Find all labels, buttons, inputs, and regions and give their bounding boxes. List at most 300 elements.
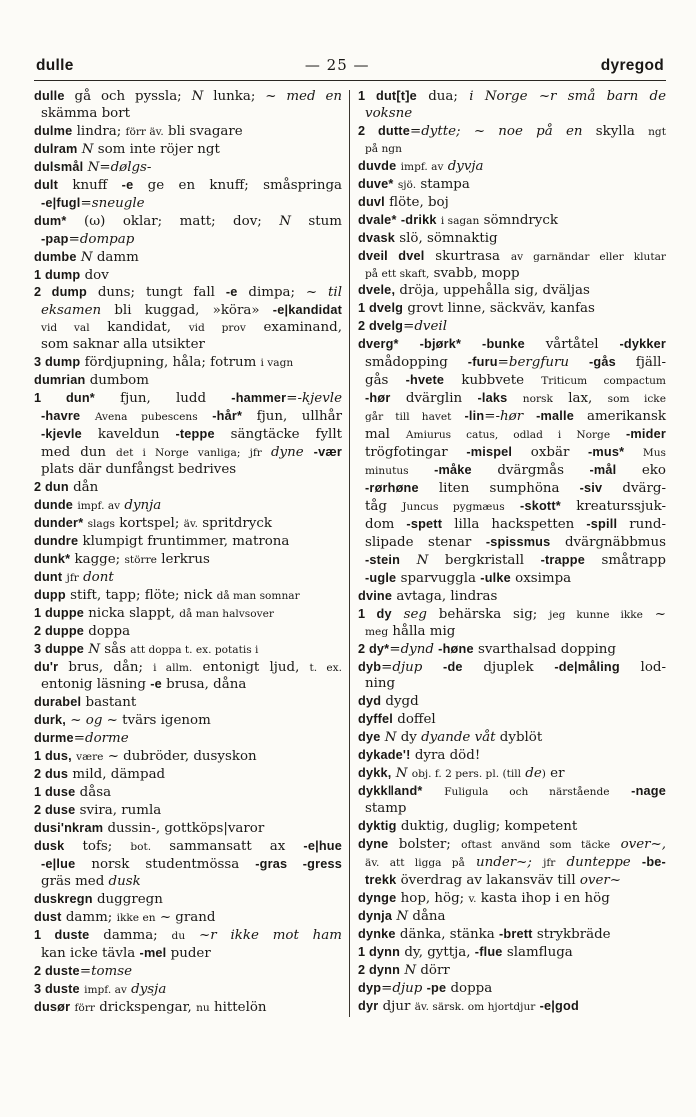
text-line [34, 641, 342, 659]
text-line [34, 195, 342, 213]
headword: dunder* [34, 515, 84, 530]
text-line [34, 909, 342, 927]
text-segment: dont [83, 569, 114, 585]
text-line [34, 605, 342, 623]
headword: 2 dus [34, 767, 69, 782]
text-line [358, 480, 666, 498]
text-segment: duktig, duglig; kompetent [396, 819, 578, 835]
text-line [358, 659, 666, 677]
text-segment: tåg [365, 498, 403, 514]
text-line [34, 551, 342, 569]
text-segment: tomse [91, 963, 132, 979]
text-segment [461, 337, 482, 352]
text-segment: då man somnar [216, 589, 300, 602]
text-line [358, 854, 666, 872]
text-line [358, 426, 666, 444]
text-segment: strykbräde [532, 926, 611, 942]
text-segment: skylla [582, 123, 649, 139]
text-segment: brus, dån; [58, 659, 154, 675]
text-segment: (ω) oklar; matt; dov; [66, 213, 280, 229]
text-segment: brusa, dåna [161, 677, 247, 693]
text-line [358, 282, 666, 300]
headword: dvask [358, 230, 395, 245]
headword: 2 duse [34, 803, 76, 818]
text-segment: dåsa [75, 785, 112, 801]
text-segment: ~ [107, 749, 119, 765]
text-line [358, 158, 666, 176]
text-segment: rund- [617, 516, 666, 532]
text-segment: impf. av [84, 983, 127, 996]
text-segment: dytte; [421, 123, 461, 139]
text-segment: dorme [85, 731, 129, 747]
text-segment: fördjupning, håla; fotrum [80, 355, 261, 371]
text-segment: djup [392, 980, 423, 996]
text-segment: bastant [81, 695, 137, 711]
headword: 1 dus, [34, 749, 72, 764]
text-segment: går till havet [365, 411, 452, 424]
text-line [358, 230, 666, 248]
headword: 1 dun* [34, 391, 95, 406]
text-segment: ~ og ~ [70, 713, 118, 729]
text-line [34, 784, 342, 802]
headword: dulme [34, 123, 73, 138]
headword: 1 duppe [34, 605, 85, 620]
text-segment: tvärs igenom [117, 713, 211, 729]
text-line [358, 606, 666, 624]
headword: -de [443, 659, 463, 674]
headword: -e [121, 177, 134, 192]
text-segment [643, 607, 655, 622]
text-line [358, 141, 666, 158]
headword: -pe [426, 980, 447, 995]
headword: 3 duste [34, 981, 80, 996]
text-line [358, 908, 666, 926]
headword: 2 dy* [358, 641, 390, 656]
text-segment: djup [392, 659, 423, 675]
text-line [34, 141, 342, 159]
headword: -ulke [480, 570, 511, 585]
text-segment: ikke en [116, 911, 156, 924]
text-segment: dynd [400, 641, 434, 657]
text-line [34, 820, 342, 838]
text-segment: norsk studentmössa [75, 856, 256, 872]
text-segment: flöte, boj [384, 194, 449, 210]
text-segment: mal [365, 427, 406, 443]
headword: -ugle [365, 570, 397, 585]
text-segment [423, 784, 445, 799]
text-segment [532, 855, 543, 870]
text-segment: = [286, 391, 298, 407]
headword: dyffel [358, 712, 394, 727]
text-segment [569, 355, 589, 370]
text-segment: doppa [446, 980, 493, 996]
text-segment: dyande våt [421, 730, 496, 746]
headword: 2 dump [34, 285, 87, 300]
text-segment: dveil [414, 319, 447, 335]
headword: 2 duppe [34, 623, 85, 638]
text-line [34, 748, 342, 766]
text-segment: N [396, 908, 409, 924]
text-line [358, 462, 666, 480]
headword: -hvete [405, 373, 445, 388]
text-segment: i allm. [153, 661, 193, 674]
headword: -e|hue [303, 839, 343, 854]
headword: dumrian [34, 373, 86, 388]
text-line [34, 159, 342, 177]
text-segment: de [525, 766, 542, 782]
headword: -høne [438, 641, 474, 656]
text-segment: i sagan [440, 214, 480, 227]
text-line [34, 676, 342, 694]
text-segment: -kjevle [297, 391, 342, 407]
text-segment: gräs med [41, 873, 109, 889]
headword: -rørhøne [365, 480, 419, 495]
text-line [358, 336, 666, 354]
headword: -stein [365, 552, 401, 567]
headword: dumbe [34, 249, 77, 264]
headword: dusk [34, 839, 65, 854]
text-line [34, 354, 342, 372]
text-segment: sammansatt ax [151, 839, 304, 855]
page-header [34, 56, 666, 80]
headword: -mider [626, 427, 666, 442]
text-segment: dvärgmås [471, 463, 590, 479]
text-segment: voksne [365, 105, 413, 121]
text-segment: N [80, 249, 93, 265]
text-segment: stampa [416, 176, 470, 192]
text-segment: mild, dämpad [68, 767, 166, 783]
text-line [358, 801, 666, 818]
text-segment: dyne [270, 445, 304, 461]
text-segment: dimpa; [237, 285, 306, 301]
text-segment: ~r ikke mot ham [198, 927, 342, 943]
text-line [358, 747, 666, 765]
headword: dupp [34, 587, 66, 602]
text-segment: spritdryck [198, 515, 272, 531]
headword: -brett [498, 926, 533, 941]
headword: dyd [358, 694, 382, 709]
headword: -vær [313, 445, 342, 460]
text-segment: = [497, 355, 509, 371]
headword: dye [358, 730, 381, 745]
text-segment: ~ med en [265, 89, 342, 104]
headword: -malle [536, 409, 574, 424]
text-line [34, 497, 342, 515]
text-segment: Fuligula och närstående [444, 786, 610, 799]
text-segment [451, 409, 464, 424]
text-segment: djuplek [462, 659, 555, 675]
headword: 2 dynn [358, 962, 401, 977]
text-segment: lindra; [72, 123, 126, 139]
text-line [34, 945, 342, 963]
text-segment: damm [92, 249, 139, 265]
headword: dunt [34, 569, 63, 584]
text-line [34, 213, 342, 231]
headword: -nage [631, 784, 667, 799]
text-segment: ~ [159, 909, 172, 925]
headword: durme [34, 731, 74, 746]
text-segment: sneugle [91, 195, 145, 211]
headword: dynke [358, 926, 396, 941]
text-line [358, 408, 666, 426]
text-segment [555, 855, 566, 870]
text-segment: dussin-, gottköps|varor [103, 821, 265, 837]
text-segment: bli kuggad, »köra» [101, 303, 273, 319]
text-line [34, 838, 342, 856]
text-segment: smådopping [365, 355, 468, 371]
headword: dulsmål [34, 159, 84, 174]
headword: dunde [34, 497, 74, 512]
headword: -teppe [175, 427, 215, 442]
text-line [34, 462, 342, 479]
headword: -mel [139, 945, 167, 960]
text-segment: doppa [84, 623, 131, 639]
text-segment: skämma bort [41, 105, 131, 121]
headword: duvl [358, 194, 385, 209]
text-segment: impf. av [400, 160, 444, 173]
headword: dykk‖and* [358, 784, 423, 799]
text-line [358, 872, 666, 890]
text-segment: kan icke tävla [41, 945, 140, 961]
text-segment: = [68, 231, 80, 247]
headword: 2 dutte [358, 123, 410, 138]
text-line [34, 249, 342, 267]
text-segment: ngt [648, 125, 666, 138]
text-segment: slamfluga [502, 944, 573, 960]
text-segment: tofs; [64, 839, 131, 855]
text-line [358, 693, 666, 711]
text-line [358, 980, 666, 998]
headword: -e|lue [41, 856, 76, 871]
text-line [34, 426, 342, 444]
text-line [358, 783, 666, 801]
text-segment: = [403, 319, 415, 335]
headword: dulram [34, 141, 78, 156]
text-segment: då man halvsover [179, 607, 274, 620]
text-segment [400, 553, 417, 568]
text-segment [422, 660, 443, 675]
headword: -hår* [212, 409, 243, 424]
headword: -kjevle [41, 427, 82, 442]
text-segment [523, 409, 536, 424]
text-segment: dumbom [85, 373, 149, 389]
text-segment: vid val [41, 322, 90, 335]
text-segment: gå och pyssla; [64, 89, 192, 104]
text-segment: plats där dunfångst bedrives [41, 462, 237, 478]
text-segment: N [404, 962, 417, 978]
text-segment: meg [365, 625, 389, 638]
headword: -furu [467, 355, 498, 370]
text-segment: entonigt ljud, [192, 659, 310, 675]
text-segment: Avena pubescens [94, 411, 198, 424]
text-segment: gås [365, 373, 406, 389]
text-segment: stift, tapp; flöte; nick [65, 587, 217, 603]
text-line [358, 818, 666, 836]
text-line [34, 479, 342, 497]
text-segment: examinand, [245, 320, 342, 336]
text-segment: skurtrasa [424, 248, 511, 264]
headword: du'r [34, 659, 59, 674]
text-segment: som icke [607, 393, 666, 406]
text-line [34, 408, 342, 426]
text-line [34, 320, 342, 337]
text-segment: du [171, 929, 186, 942]
text-segment: = [80, 195, 92, 211]
headword: dvale* [358, 212, 397, 227]
text-segment: duns; tungt fall [86, 285, 226, 301]
text-segment: N [191, 89, 204, 104]
text-segment: behärska sig; [426, 606, 550, 622]
headword: 1 dy [358, 606, 392, 621]
headword: dykk, [358, 766, 392, 781]
text-segment: slags [87, 517, 115, 530]
text-segment: impf. av [77, 499, 121, 512]
headword: -bjørk* [419, 337, 462, 352]
headword: 1 duste [34, 927, 90, 942]
column-right [350, 88, 666, 1017]
text-segment: bolster; [388, 837, 462, 853]
text-segment: dvärglin [390, 391, 478, 407]
text-segment: N [87, 159, 100, 175]
headword: dust [34, 909, 62, 924]
text-line [358, 498, 666, 516]
headword: dulle [34, 89, 65, 103]
headword: -e|kandidat [272, 303, 342, 318]
text-line [34, 231, 342, 249]
text-line [358, 534, 666, 552]
text-segment: dy [396, 730, 422, 746]
text-segment: dån [68, 479, 99, 495]
text-segment: djur [378, 998, 415, 1014]
text-line [358, 444, 666, 462]
text-segment: bli svagare [163, 123, 243, 139]
text-segment: liten sumphöna [418, 480, 580, 496]
text-segment: klumpigt fruntimmer, matrona [78, 533, 290, 549]
text-line [34, 623, 342, 641]
text-line [358, 570, 666, 588]
text-line [358, 106, 666, 123]
headword: dyb [358, 659, 382, 674]
text-segment [631, 855, 642, 870]
text-segment: ge en knuff; småspringa [133, 177, 343, 193]
headword: duve* [358, 176, 394, 191]
text-segment: sömndryck [479, 212, 558, 228]
text-segment [610, 427, 626, 442]
headword: -e [225, 285, 238, 300]
text-line [34, 587, 342, 605]
text-segment: slipade stenar [365, 534, 486, 550]
text-segment: oftast använd som täcke [461, 839, 611, 852]
text-segment: damma; [89, 927, 172, 943]
text-line [358, 266, 666, 283]
text-line [358, 711, 666, 729]
text-segment: = [73, 731, 86, 747]
text-segment: fjun, ludd [94, 391, 232, 407]
text-segment: Triticum compactum [541, 375, 666, 388]
text-line [34, 856, 342, 874]
text-segment: = [79, 963, 92, 979]
headword: -lin [464, 409, 485, 424]
text-line [358, 212, 666, 230]
text-line [34, 891, 342, 909]
text-line [358, 318, 666, 336]
text-segment: = [381, 980, 393, 996]
text-segment: = [389, 641, 401, 657]
text-segment: förr [74, 1001, 95, 1014]
text-segment: grand [171, 909, 216, 925]
text-segment: amerikansk [574, 409, 666, 425]
text-segment [80, 409, 95, 424]
text-segment: på ngn [365, 142, 402, 155]
text-line [358, 516, 666, 534]
text-line [358, 372, 666, 390]
text-segment: -hør [495, 409, 524, 425]
headword: -flue [474, 944, 503, 959]
headword: -e|god [539, 998, 579, 1013]
text-line [34, 390, 342, 408]
headword: 3 duppe [34, 641, 85, 656]
text-segment: = [381, 659, 393, 675]
text-line [358, 390, 666, 408]
text-segment: knuff [58, 177, 122, 193]
text-segment: under~; [476, 854, 532, 870]
text-line [34, 88, 342, 106]
text-line [358, 676, 666, 693]
text-segment [392, 607, 404, 622]
text-segment: t. ex. [309, 661, 342, 674]
text-segment: trögfotingar [365, 445, 467, 461]
text-segment: bergkristall [428, 552, 541, 568]
text-segment: kasta ihop i en hög [476, 890, 610, 906]
text-segment: kreaturssjuk- [560, 498, 666, 514]
text-segment: dunteppe [566, 854, 631, 870]
text-segment: = [99, 159, 111, 175]
text-line [34, 712, 342, 730]
text-line [358, 641, 666, 659]
text-segment: äv. särsk. om hjortdjur [414, 1000, 536, 1013]
text-segment: N [384, 730, 397, 746]
text-segment: entonig läsning [41, 677, 151, 693]
text-line [358, 176, 666, 194]
headword: -drikk [400, 212, 437, 227]
headword: durabel [34, 695, 82, 710]
headword: -e|fugl [41, 195, 81, 210]
headword: dverg* [358, 337, 399, 352]
text-segment: over~, [620, 837, 666, 853]
headword: -be- [641, 854, 666, 869]
text-segment: jfr [543, 856, 556, 869]
text-segment: det i Norge vanliga; jfr [116, 447, 271, 460]
text-segment: bergfuru [508, 355, 569, 371]
text-segment: ning [365, 676, 396, 692]
text-segment [505, 499, 520, 514]
headword: dvine [358, 588, 393, 603]
text-segment: dysja [131, 981, 167, 997]
text-segment: kagge; [70, 551, 125, 567]
text-line [358, 765, 666, 783]
headword: 2 duste [34, 963, 80, 978]
headword: dvele, [358, 283, 396, 298]
text-line [34, 874, 342, 891]
text-line [34, 766, 342, 784]
text-segment: som inte röjer ngt [93, 141, 220, 157]
headword: -laks [477, 391, 508, 406]
text-segment: N [279, 213, 291, 229]
headword: -siv [579, 480, 603, 495]
text-segment: er [545, 766, 565, 782]
headword: 1 dut[t]e [358, 89, 417, 103]
text-line [34, 927, 342, 945]
